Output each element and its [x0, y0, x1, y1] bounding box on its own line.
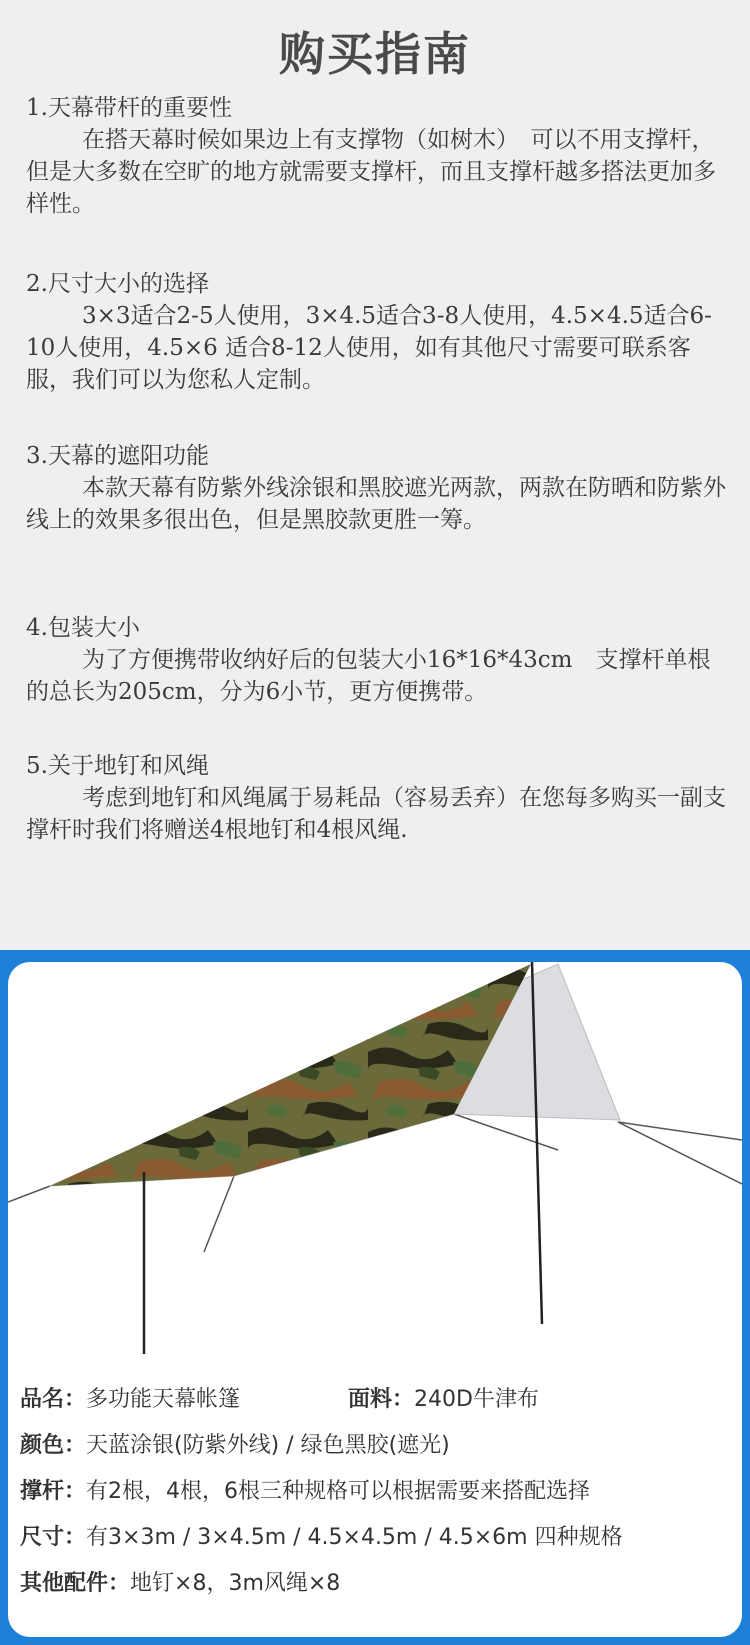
section-heading: 3.天幕的遮阳功能 — [26, 443, 209, 469]
spec-key: 撑杆： — [20, 1479, 87, 1504]
product-card — [8, 962, 742, 1637]
spec-key: 面料： — [348, 1387, 415, 1412]
spec-fabric-row — [348, 1382, 539, 1413]
guide-section-5 — [26, 750, 726, 846]
guide-section-4 — [26, 612, 726, 708]
spec-key: 尺寸： — [20, 1525, 87, 1550]
section-heading: 1.天幕带杆的重要性 — [26, 95, 232, 121]
section-heading: 5.关于地钉和风绳 — [26, 753, 209, 779]
spec-pole-row — [20, 1474, 590, 1505]
section-heading: 2.尺寸大小的选择 — [26, 271, 209, 297]
section-heading: 4.包装大小 — [26, 615, 140, 641]
spec-key: 颜色： — [20, 1433, 87, 1458]
spec-key: 其他配件： — [20, 1571, 131, 1596]
spec-value: 多功能天幕帐篷 — [86, 1387, 241, 1412]
spec-name-row — [20, 1382, 240, 1413]
guide-section-3 — [26, 440, 726, 536]
spec-value: 240D牛津布 — [414, 1387, 539, 1412]
tarp-illustration — [8, 962, 742, 1362]
guide-section-1 — [26, 92, 726, 220]
section-body: 为了方便携带收纳好后的包装大小16*16*43cm 支撑杆单根的总长为205cm，分为6小节，更方便携带。 — [26, 647, 711, 705]
spec-value: 天蓝涂银(防紫外线) / 绿色黑胶(遮光) — [86, 1433, 450, 1458]
spec-size-row — [20, 1520, 623, 1551]
spec-value: 地钉×8，3m风绳×8 — [130, 1571, 341, 1596]
guide-section-2 — [26, 268, 726, 396]
tarp-camo-top — [50, 964, 531, 1186]
section-body: 本款天幕有防紫外线涂银和黑胶遮光两款，两款在防晒和防紫外线上的效果多很出色，但是黑胶款更胜一筹。 — [26, 475, 726, 533]
page-title: 购买指南 — [279, 27, 471, 81]
spec-value: 有2根，4根，6根三种规格可以根据需要来搭配选择 — [86, 1479, 591, 1504]
spec-accessory-row — [20, 1566, 340, 1597]
section-body: 3×3适合2-5人使用，3×4.5适合3-8人使用，4.5×4.5适合6-10人使用，4.5×6 适合8-12人使用，如有其他尺寸需要可联系客服，我们可以为您私人定制。 — [26, 303, 712, 393]
spec-color-row — [20, 1428, 450, 1459]
section-body: 考虑到地钉和风绳属于易耗品（容易丢弃）在您每多购买一副支撑杆时我们将赠送4根地钉和4根风绳. — [26, 785, 726, 843]
section-body: 在搭天幕时候如果边上有支撑物（如树木） 可以不用支撑杆，但是大多数在空旷的地方就需要支撑杆，而且支撑杆越多搭法更加多样性。 — [26, 127, 716, 217]
spec-value: 有3×3m / 3×4.5m / 4.5×4.5m / 4.5×6m 四种规格 — [86, 1525, 623, 1550]
spec-key: 品名： — [20, 1387, 87, 1412]
